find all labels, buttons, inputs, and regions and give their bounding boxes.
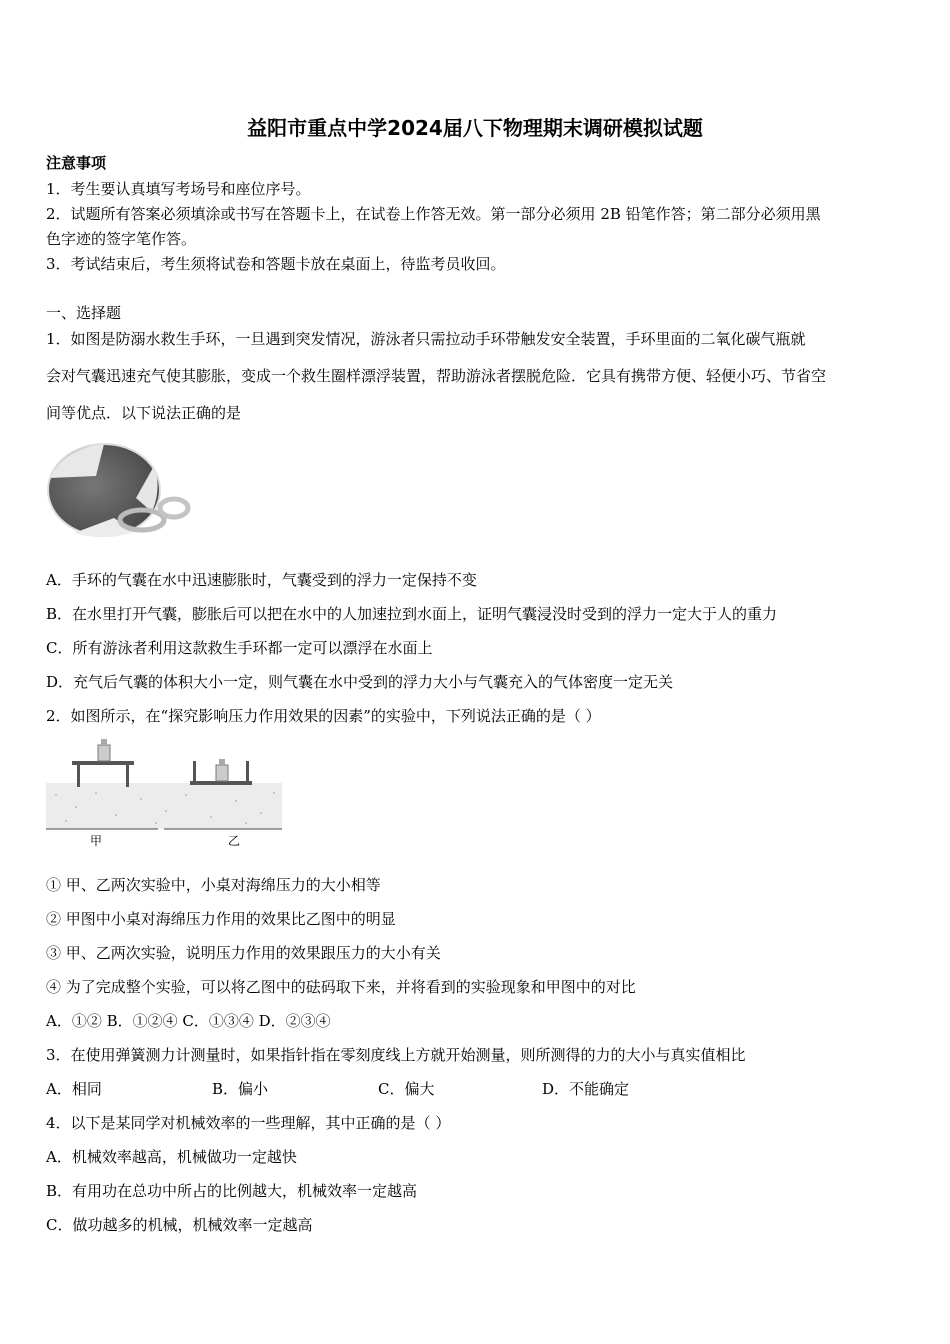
q3-stem: 3．在使用弹簧测力计测量时，如果指针指在零刻度线上方就开始测量，则所测得的力的大小与真实值相比: [46, 1046, 746, 1064]
q1-option-c: C．所有游泳者利用这款救生手环都一定可以漂浮在水面上: [46, 639, 433, 657]
q1-option-a: A．手环的气囊在水中迅速膨胀时，气囊受到的浮力一定保持不变: [46, 571, 477, 589]
notice-item: 1．考生要认真填写考场号和座位序号。: [46, 180, 311, 198]
q2-statement: ② 甲图中小桌对海绵压力作用的效果比乙图中的明显: [46, 910, 396, 928]
page-title: 益阳市重点中学2024届八下物理期末调研模拟试题: [247, 116, 703, 140]
q1-option-b: B．在水里打开气囊，膨胀后可以把在水中的人加速拉到水面上，证明气囊浸没时受到的浮力一定大于人的重力: [46, 605, 778, 623]
q2-options: A．①② B．①②④ C．①③④ D．②③④: [46, 1012, 331, 1030]
notice-item: 3．考试结束后，考生须将试卷和答题卡放在桌面上，待监考员收回。: [46, 255, 506, 273]
q3-option-b: B．偏小: [212, 1080, 269, 1098]
notice-item: 2．试题所有答案必须填涂或书写在答题卡上，在试卷上作答无效。第一部分必须用 2B 铅笔作答；第二部分必须用黑: [46, 205, 821, 223]
q1-option-d: D．充气后气囊的体积大小一定，则气囊在水中受到的浮力大小与气囊充入的气体密度一定无关: [46, 673, 674, 691]
q1-stem-line: 会对气囊迅速充气使其膨胀，变成一个救生圈样漂浮装置，帮助游泳者摆脱危险．它具有携带方便、轻便小巧、节省空: [46, 367, 827, 385]
q2-statement: ① 甲、乙两次实验中，小桌对海绵压力的大小相等: [46, 876, 381, 894]
section-heading: 一、选择题: [46, 304, 122, 322]
lifesaver-bracelet-figure: [44, 438, 194, 543]
q2-stem: 2．如图所示，在“探究影响压力作用效果的因素”的实验中，下列说法正确的是（ ）: [46, 707, 601, 725]
q4-option-a: A．机械效率越高，机械做功一定越快: [46, 1148, 297, 1166]
q4-option-c: C．做功越多的机械，机械效率一定越高: [46, 1216, 313, 1234]
figure-label-jia: 甲: [90, 834, 103, 848]
notice-item: 色字迹的签字笔作答。: [46, 230, 197, 248]
notice-heading: 注意事项: [46, 154, 107, 172]
q4-stem: 4．以下是某同学对机械效率的一些理解，其中正确的是（ ）: [46, 1114, 451, 1132]
q1-stem-line: 间等优点．以下说法正确的是: [46, 404, 242, 422]
q3-option-d: D．不能确定: [542, 1080, 630, 1098]
q1-stem-line: 1．如图是防溺水救生手环，一旦遇到突发情况，游泳者只需拉动手环带触发安全装置，手环里面的二氧化碳气瓶就: [46, 330, 806, 348]
q2-statement: ③ 甲、乙两次实验，说明压力作用的效果跟压力的大小有关: [46, 944, 441, 962]
q3-option-c: C．偏大: [378, 1080, 435, 1098]
q2-statement: ④ 为了完成整个实验，可以将乙图中的砝码取下来，并将看到的实验现象和甲图中的对比: [46, 978, 636, 996]
q3-option-a: A．相同: [46, 1080, 102, 1098]
figure-label-yi: 乙: [228, 834, 241, 848]
q4-option-b: B．有用功在总功中所占的比例越大，机械效率一定越高: [46, 1182, 418, 1200]
pressure-experiment-figure: [46, 735, 286, 850]
